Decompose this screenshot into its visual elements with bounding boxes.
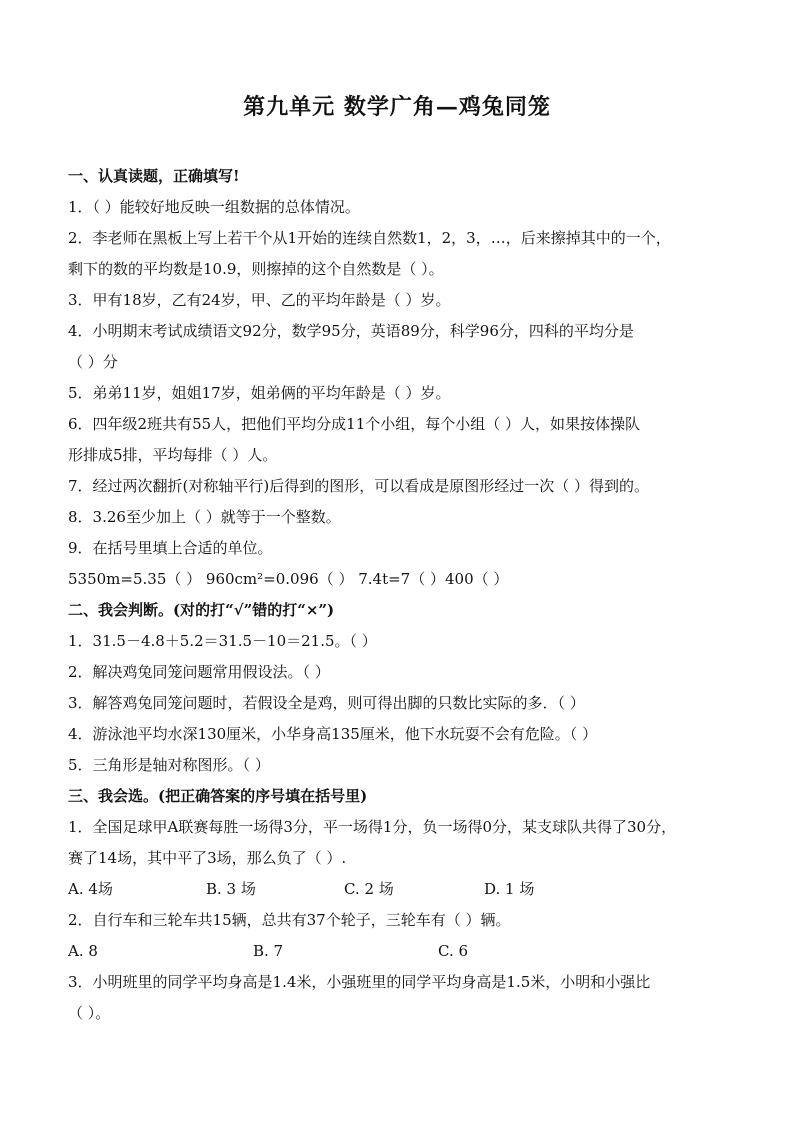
option-d: D. 1 场 [484, 880, 535, 898]
question-line: 1．31.5－4.8＋5.2＝31.5－10＝21.5。（ ） [68, 632, 377, 650]
question-line: 4．小明期末考试成绩语文92分，数学95分，英语89分，科学96分，四科的平均分是 [68, 322, 634, 340]
question-line: 1．（ ）能较好地反映一组数据的总体情况。 [68, 198, 360, 216]
option-a: A. 4场 [68, 880, 113, 898]
question-line: 3．解答鸡兔同笼问题时，若假设全是鸡，则可得出脚的只数比实际的多．（ ） [68, 694, 585, 712]
section-heading-fill-in: 一、认真读题，正确填写! [68, 167, 240, 185]
question-line: 2．自行车和三轮车共15辆，总共有37个轮子，三轮车有（ ）辆。 [68, 911, 511, 929]
page-title: 第九单元 数学广角—鸡兔同笼 [243, 94, 551, 120]
question-line: 2．李老师在黑板上写上若干个从1开始的连续自然数1，2，3，…，后来擦掉其中的一个， [68, 229, 671, 247]
question-line: 7．经过两次翻折(对称轴平行)后得到的图形，可以看成是原图形经过一次（ ）得到的。 [68, 477, 650, 495]
question-line: 剩下的数的平均数是10.9，则擦掉的这个自然数是（ ）。 [68, 260, 444, 278]
section-heading-judge: 二、我会判断。(对的打“√”错的打“×”) [68, 601, 335, 619]
option-b: B. 7 [253, 942, 284, 960]
question-line: 5．弟弟11岁，姐姐17岁，姐弟俩的平均年龄是（ ）岁。 [68, 384, 451, 402]
worksheet-content [68, 165, 738, 1033]
question-line: 8．3.26至少加上（ ）就等于一个整数。 [68, 508, 341, 526]
option-b: B. 3 场 [206, 880, 256, 898]
option-a: A. 8 [68, 942, 98, 960]
question-line: 赛了14场，其中平了3场，那么负了（ ）. [68, 849, 347, 867]
question-line: 5．三角形是轴对称图形。（ ） [68, 756, 270, 774]
question-line: 4．游泳池平均水深130厘米，小华身高135厘米，他下水玩耍不会有危险。（ ） [68, 725, 598, 743]
question-line: 3．小明班里的同学平均身高是1.4米，小强班里的同学平均身高是1.5米，小明和小强比 [68, 973, 651, 991]
question-line: 形排成5排，平均每排（ ）人。 [68, 446, 278, 464]
options-row [68, 940, 738, 971]
question-line: 2．解决鸡兔同笼问题常用假设法。（ ） [68, 663, 330, 681]
section-heading-choose: 三、我会选。(把正确答案的序号填在括号里) [68, 787, 368, 805]
question-line: （ ）。 [68, 1004, 111, 1022]
question-line: 6．四年级2班共有55人，把他们平均分成11个小组，每个小组（ ）人，如果按体操队 [68, 415, 641, 433]
options-row [68, 878, 738, 909]
question-line: 1．全国足球甲A联赛每胜一场得3分，平一场得1分，负一场得0分，某支球队共得了30分， [68, 818, 677, 836]
question-line: 9．在括号里填上合适的单位。 [68, 539, 273, 557]
unit-conversion-line: 5350m=5.35（ ） 960cm²=0.096（ ） 7.4t=7（ ）400（ ） [68, 570, 509, 588]
question-line: （ ）分 [68, 353, 118, 371]
option-c: C. 2 场 [344, 880, 394, 898]
question-line: 3．甲有18岁，乙有24岁，甲、乙的平均年龄是（ ）岁。 [68, 291, 451, 309]
option-c: C. 6 [438, 942, 469, 960]
